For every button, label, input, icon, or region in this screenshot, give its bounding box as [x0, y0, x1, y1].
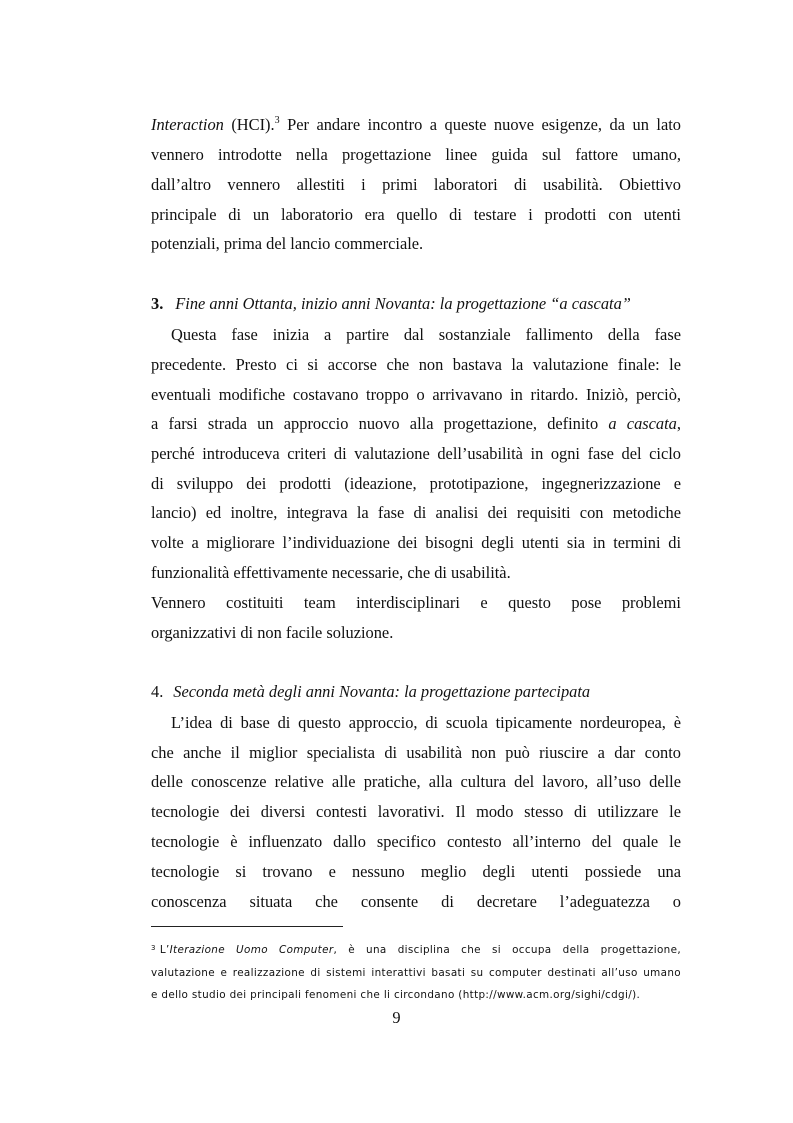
footnote-line-3: e dello studio dei principali fenomeni che li circondano (http://www.acm.org/sighi/cdgi/). [151, 989, 641, 1001]
section-4-title: Seconda metà degli anni Novanta: la progettazione partecipata [173, 682, 591, 701]
section-3-title: Fine anni Ottanta, inizio anni Novanta: la progettazione “a cascata” [175, 294, 631, 313]
section3-line-7: lancio) ed inoltre, integrava la fase di analisi dei requisiti con metodiche [151, 503, 681, 522]
section3-line-3: eventuali modifiche costavano troppo o arrivavano in ritardo. Iniziò, perciò, [151, 385, 681, 404]
footnote-line-1: $^3$ L’Iterazione Uomo Computer, è una disciplina che si occupa della progettazione, [151, 944, 681, 956]
section-3-heading [151, 289, 691, 319]
section4-line-4: tecnologie dei diversi contesti lavorativi. Il modo stesso di utilizzare le [151, 802, 681, 821]
term-iterazione-uomo-computer: Iterazione Uomo Computer [169, 944, 334, 956]
section4-line-2: che anche il miglior specialista di usabilità non può riuscire a dar conto [151, 743, 681, 762]
para1-line-4: principale di un laboratorio era quello di testare i prodotti con utenti [151, 205, 681, 224]
para1-line-1: Interaction (HCI).$^3$ Per andare incontro a queste nuove esigenze, da un lato [151, 115, 681, 134]
section3-line-11: organizzativi di non facile soluzione. [151, 623, 394, 642]
section4-line-3: delle conoscenze relative alle pratiche, alla cultura del lavoro, all’uso delle [151, 772, 681, 791]
section4-line-1: L’idea di base di questo approccio, di scuola tipicamente nordeuropea, è [171, 713, 681, 732]
section3-line-2: precedente. Presto ci si accorse che non bastava la valutazione finale: le [151, 355, 681, 374]
section4-line-5: tecnologie è influenzato dallo specifico contesto all’interno del quale le [151, 832, 681, 851]
section4-line-7: conoscenza situata che consente di decretare l’adeguatezza o [151, 892, 681, 911]
para1-line-3: dall’altro vennero allestiti i primi laboratori di usabilità. Obiettivo [151, 175, 681, 194]
section-4-heading [151, 677, 691, 707]
footnote-ref-3[interactable]: 3 [274, 115, 280, 126]
section-3-number: 3. [151, 294, 164, 313]
section-4-number: 4. [151, 682, 164, 701]
term-a-cascata: a cascata [608, 414, 677, 433]
footnote-divider [151, 926, 343, 927]
section3-line-5: perché introduceva criteri di valutazione dell’usabilità in ogni fase del ciclo [151, 444, 681, 463]
section3-line-1: Questa fase inizia a partire dal sostanziale fallimento della fase [171, 325, 681, 344]
section3-line-9: funzionalità effettivamente necessarie, che di usabilità. [151, 563, 511, 582]
term-interaction: Interaction [151, 115, 224, 134]
section3-line-6: di sviluppo dei prodotti (ideazione, prototipazione, ingegnerizzazione e [151, 474, 681, 493]
section3-line-10: Vennero costituiti team interdisciplinari e questo pose problemi [151, 593, 681, 612]
section4-line-6: tecnologie si trovano e nessuno meglio degli utenti possiede una [151, 862, 681, 881]
section3-line-4: a farsi strada un approccio nuovo alla progettazione, definito a cascata, [151, 414, 681, 433]
footnote-number: 3 [151, 944, 156, 952]
para1-line-5: potenziali, prima del lancio commerciale. [151, 234, 424, 253]
section3-line-8: volte a migliorare l’individuazione dei bisogni degli utenti sia in termini di [151, 533, 681, 552]
para1-line-2: vennero introdotte nella progettazione linee guida sul fattore umano, [151, 145, 681, 164]
page-number: 9 [392, 1008, 401, 1027]
footnote-line-2: valutazione e realizzazione di sistemi interattivi basati su computer destinati all’uso umano [151, 967, 681, 979]
